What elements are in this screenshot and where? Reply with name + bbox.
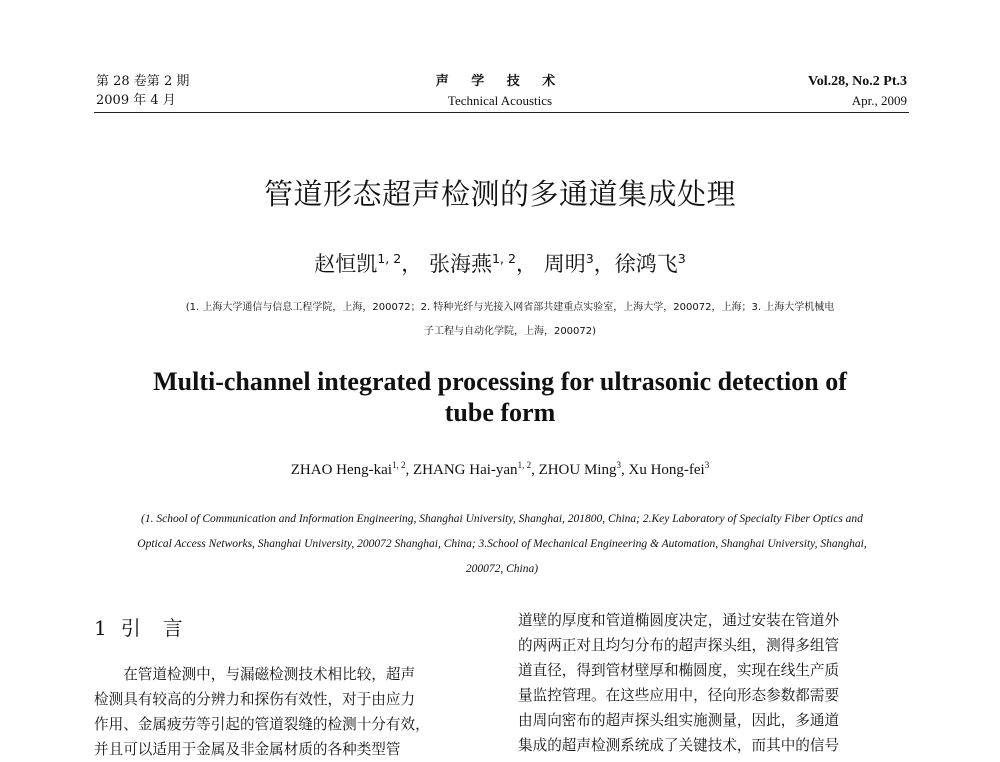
journal-volume-info <box>808 72 907 110</box>
author-cn: 赵恒凯 <box>314 252 378 276</box>
section-number: 1 <box>94 616 107 640</box>
body-line: 并且可以适用于金属及非金属材质的各种类型管 <box>94 741 401 758</box>
section-heading <box>94 612 490 644</box>
body-line: 集成的超声检测系统成了关键技术，而其中的信号 <box>518 737 840 754</box>
author-en: Xu Hong-fei <box>628 462 705 478</box>
body-line: 的两两正对且均匀分布的超声探头组，测得多组管 <box>518 637 840 654</box>
author-affil-sup: 3 <box>616 460 621 470</box>
author-affil-sup: 1, 2 <box>377 251 402 266</box>
author-affil-sup: 3 <box>585 251 594 266</box>
body-column-left <box>94 612 490 762</box>
title-en-line: Multi-channel integrated processing for ultrasonic detection of <box>153 367 847 396</box>
title-en-line: tube form <box>444 398 556 427</box>
section-title-char: 引 <box>120 616 141 640</box>
author-en: ZHAO Heng-kai <box>290 462 392 478</box>
body-line: 作用、金属疲劳等引起的管道裂缝的检测十分有效， <box>94 716 430 733</box>
author-cn: 张海燕 <box>428 252 492 276</box>
volume-issue-en: Vol.28, No.2 Pt.3 <box>807 74 907 89</box>
affiliations-cn <box>120 296 900 344</box>
intro-paragraph <box>94 662 490 762</box>
author-cn: 周明 <box>543 252 586 276</box>
body-column-right <box>518 608 910 758</box>
author-cn: 徐鸿飞 <box>614 252 678 276</box>
journal-name-cn: 声 学 技 术 <box>435 74 565 89</box>
author-affil-sup: 1, 2 <box>491 251 517 266</box>
date-cn: 2009 年 4 月 <box>96 93 176 108</box>
journal-name-en: Technical Acoustics <box>447 93 553 108</box>
author-affil-sup: 3 <box>704 460 710 470</box>
affiliation-en-line: Optical Access Networks, Shanghai University, 200072 Shanghai, China; 3.School of Mechanical Engineering & Automation, Shanghai University, Shanghai, <box>137 538 867 550</box>
authors-cn: 赵恒凯$^{1, 2}$， 张海燕$^{1, 2}$， 周明$^3$，徐鸿飞$^3$ <box>314 251 686 276</box>
body-line: 由周向密布的超声探头组实施测量，因此，多通道 <box>518 712 840 729</box>
body-line: 检测具有较高的分辨力和探伤有效性，对于由应力 <box>94 691 416 708</box>
affiliations-en <box>96 507 908 582</box>
affiliation-cn-line: 子工程与自动化学院，上海，200072) <box>423 326 597 337</box>
author-en: ZHOU Ming <box>538 462 617 478</box>
body-line: 量监控管理。在这些应用中，径向形态参数都需要 <box>518 687 840 704</box>
affiliation-en-line: (1. School of Communication and Information Engineering, Shanghai University, Shanghai, 201800, China; 2.Key Laboratory of Specialty Fiber Optics and <box>141 513 863 525</box>
body-line: 道壁的厚度和管道椭圆度决定，通过安装在管道外 <box>518 612 840 629</box>
section-title-char: 言 <box>162 616 183 640</box>
paper-title-cn: 管道形态超声检测的多通道集成处理 <box>263 177 736 211</box>
author-en: ZHANG Hai-yan <box>413 462 518 478</box>
body-line: 道直径，得到管材壁厚和椭圆度，实现在线生产质 <box>518 662 840 679</box>
affiliation-cn-line: (1. 上海大学通信与信息工程学院，上海，200072；2. 特种光纤与光接入网省部共建重点实验室，上海大学，200072，上海；3. 上海大学机械电 <box>185 302 835 313</box>
date-en: Apr., 2009 <box>851 93 907 108</box>
author-affil-sup: 3 <box>677 251 686 266</box>
header-rule <box>94 112 909 113</box>
affiliation-en-line: 200072, China) <box>465 563 539 575</box>
volume-issue-cn: 第 28 卷第 2 期 <box>96 74 190 89</box>
authors-en: ZHAO Heng-kai$^{1, 2}$, ZHANG Hai-yan$^{1, 2}$, ZHOU Ming$^3$, Xu Hong-fei$^3$ <box>290 460 710 478</box>
paper-title-en <box>0 366 1000 428</box>
author-affil-sup: 1, 2 <box>517 460 532 470</box>
author-affil-sup: 1, 2 <box>392 460 406 470</box>
body-line: 在管道检测中，与漏磁检测技术相比较，超声 <box>123 666 416 683</box>
